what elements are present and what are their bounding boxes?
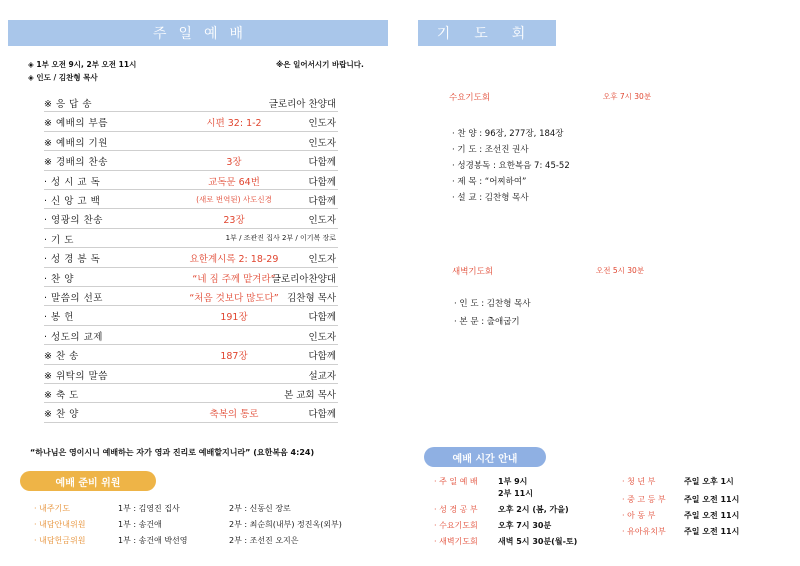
order-leader: 인도자 <box>308 137 336 149</box>
committee-label: · 내담헌금위원 <box>34 536 86 545</box>
order-row <box>44 132 338 151</box>
committee-title: 예배 준비 위원 <box>20 471 156 491</box>
order-detail: “네 짐 주께 맡겨라” <box>192 273 276 285</box>
order-leader: 본 교회 목사 <box>284 390 336 401</box>
order-detail: 3장 <box>226 157 242 169</box>
schedule-value: 오후 2시 (봄, 가을) <box>498 505 569 514</box>
committee-second: 2부 : 최순희(내부) 정진옥(외부) <box>229 520 342 529</box>
prayer-banner <box>418 20 556 46</box>
order-row <box>44 384 338 403</box>
order-leader: 다함께 <box>308 176 336 188</box>
order-leader: 인도자 <box>308 331 336 343</box>
order-title: ※ 예배의 부름 <box>44 118 108 130</box>
order-detail: 교독문 64번 <box>208 176 260 188</box>
prayer-title: 기도회 <box>436 26 550 42</box>
order-detail: 시편 32: 1-2 <box>206 118 262 130</box>
committee-label: · 내주기도 <box>34 504 70 513</box>
schedule-row <box>434 520 478 531</box>
schedule-title: 예배 시간 안내 <box>424 447 546 467</box>
order-title: · 찬 양 <box>44 273 74 285</box>
wednesday-item: · 기 도 : 조선진 권사 <box>452 145 529 155</box>
order-row <box>44 268 338 287</box>
schedule-label: · 수요기도회 <box>434 521 478 530</box>
order-leader: 글로리아 찬양대 <box>268 99 336 110</box>
wednesday-item: · 설 교 : 김찬형 목사 <box>452 193 529 203</box>
order-detail: 요한계시록 2: 18-29 <box>189 254 279 266</box>
order-row <box>44 326 338 345</box>
order-leader: 글로리아찬양대 <box>271 273 336 285</box>
order-row <box>44 93 338 112</box>
order-row <box>44 306 338 325</box>
schedule-value-text: 2부 11시 <box>498 489 533 498</box>
schedule-value: 오후 7시 30분 <box>498 521 552 530</box>
schedule-row <box>622 494 666 505</box>
schedule-row <box>434 504 478 515</box>
committee-first: 1부 : 송건애 <box>118 520 162 529</box>
committee-row <box>34 519 85 530</box>
order-title: ※ 위탁의 말씀 <box>44 370 108 382</box>
schedule-row <box>622 526 666 537</box>
schedule-label: · 성 경 공 부 <box>434 505 478 514</box>
order-detail: 23장 <box>223 215 245 227</box>
order-title: ※ 경배의 찬송 <box>44 157 108 169</box>
schedule-value: 새벽 5시 30분(월-토) <box>498 537 578 546</box>
schedule-value: 주일 오후 1시 <box>684 477 734 486</box>
bible-verse: “하나님은 영이시니 예배하는 자가 영과 진리로 예배할지니라” (요한복음 4:24) <box>30 448 315 457</box>
order-detail: (새로 번역된) 사도신경 <box>196 195 272 204</box>
order-title: ※ 예배의 기원 <box>44 137 108 149</box>
order-title: · 말씀의 선포 <box>44 293 103 304</box>
order-row <box>44 248 338 267</box>
dawn-item: · 인 도 : 김찬형 목사 <box>454 299 531 309</box>
order-leader: 1부 / 조관진 집사 2부 / 이기복 장로 <box>225 233 336 242</box>
order-detail: 191장 <box>220 312 248 324</box>
order-row <box>44 209 338 228</box>
committee-row <box>34 503 70 514</box>
order-row <box>44 112 338 131</box>
order-title: · 봉 헌 <box>44 312 74 324</box>
schedule-value <box>498 488 533 499</box>
order-row <box>44 345 338 364</box>
stand-note: ※은 일어서시기 바랍니다. <box>276 60 364 69</box>
order-row <box>44 190 338 209</box>
dawn-time: 오전 5시 30분 <box>596 266 645 275</box>
order-leader: 다함께 <box>308 409 336 421</box>
order-row <box>44 287 338 306</box>
order-row <box>44 171 338 190</box>
schedule-row <box>622 510 655 521</box>
leader-note: ◈ 인도 / 김찬형 목사 <box>28 73 98 82</box>
order-title: ※ 찬 송 <box>44 351 79 363</box>
order-title: ※ 찬 양 <box>44 409 79 421</box>
order-leader: 다함께 <box>308 157 336 169</box>
order-leader: 김찬형 목사 <box>287 293 336 304</box>
order-title: · 성도의 교제 <box>44 331 103 343</box>
order-title: ※ 축 도 <box>44 390 79 401</box>
order-leader: 다함께 <box>308 312 336 324</box>
order-title: ※ 응 답 송 <box>44 99 93 110</box>
wednesday-item: · 찬 양 : 96장, 277장, 184장 <box>452 129 564 139</box>
order-row <box>44 365 338 384</box>
order-title: · 기 도 <box>44 234 74 246</box>
order-title: · 성 시 교 독 <box>44 176 101 188</box>
schedule-row <box>434 536 478 547</box>
schedule-row <box>434 476 478 487</box>
committee-first: 1부 : 송건애 박선영 <box>118 536 188 545</box>
worship-title: 주일예배 <box>152 26 256 42</box>
order-leader: 인도자 <box>308 215 336 227</box>
schedule-value-text: 1부 9시 <box>498 477 528 486</box>
committee-row <box>34 535 85 546</box>
order-detail: 187장 <box>220 351 248 363</box>
committee-second: 2부 : 조선진 오지은 <box>229 536 299 545</box>
order-leader: 인도자 <box>308 254 336 266</box>
order-leader: 다함께 <box>308 196 336 207</box>
schedule-value <box>498 476 527 487</box>
worship-banner <box>8 20 388 46</box>
schedule-label: · 유아유치부 <box>622 527 666 536</box>
schedule-value: 주일 오전 11시 <box>684 495 740 504</box>
committee-label: · 내담안내위원 <box>34 520 86 529</box>
schedule-value: 주일 오전 11시 <box>684 527 740 536</box>
schedule-label: · 청 년 부 <box>622 477 656 486</box>
dawn-item: · 본 문 : 출애굽기 <box>454 317 520 327</box>
order-detail: 축복의 통로 <box>209 409 259 421</box>
order-row <box>44 151 338 170</box>
schedule-label: · 주 일 예 배 <box>434 477 478 486</box>
order-title: · 신 앙 고 백 <box>44 196 101 207</box>
wednesday-title: 수요기도회 <box>449 93 491 103</box>
wednesday-time: 오후 7시 30분 <box>603 92 652 101</box>
wednesday-item: · 성경봉독 : 요한복음 7: 45-52 <box>452 161 570 171</box>
order-title: · 영광의 찬송 <box>44 215 103 227</box>
dawn-title: 새벽기도회 <box>452 267 494 277</box>
order-row <box>44 229 338 248</box>
order-leader: 인도자 <box>308 118 336 130</box>
schedule-label: · 중 고 등 부 <box>622 495 666 504</box>
order-leader: 설교자 <box>308 370 336 382</box>
order-title: · 성 경 봉 독 <box>44 254 101 266</box>
schedule-label: · 아 동 부 <box>622 511 656 520</box>
schedule-row <box>622 476 655 487</box>
schedule-value: 주일 오전 11시 <box>684 511 740 520</box>
service-times-note: ◈ 1부 오전 9시, 2부 오전 11시 <box>28 60 137 69</box>
order-leader: 다함께 <box>308 351 336 363</box>
committee-second: 2부 : 신동신 장로 <box>229 504 291 513</box>
order-row <box>44 403 338 422</box>
wednesday-item: · 제 목 : “어찌하여” <box>452 177 527 187</box>
order-detail: “처음 것보다 많도다” <box>189 293 279 304</box>
committee-first: 1부 : 김영진 집사 <box>118 504 180 513</box>
schedule-label: · 새벽기도회 <box>434 537 478 546</box>
